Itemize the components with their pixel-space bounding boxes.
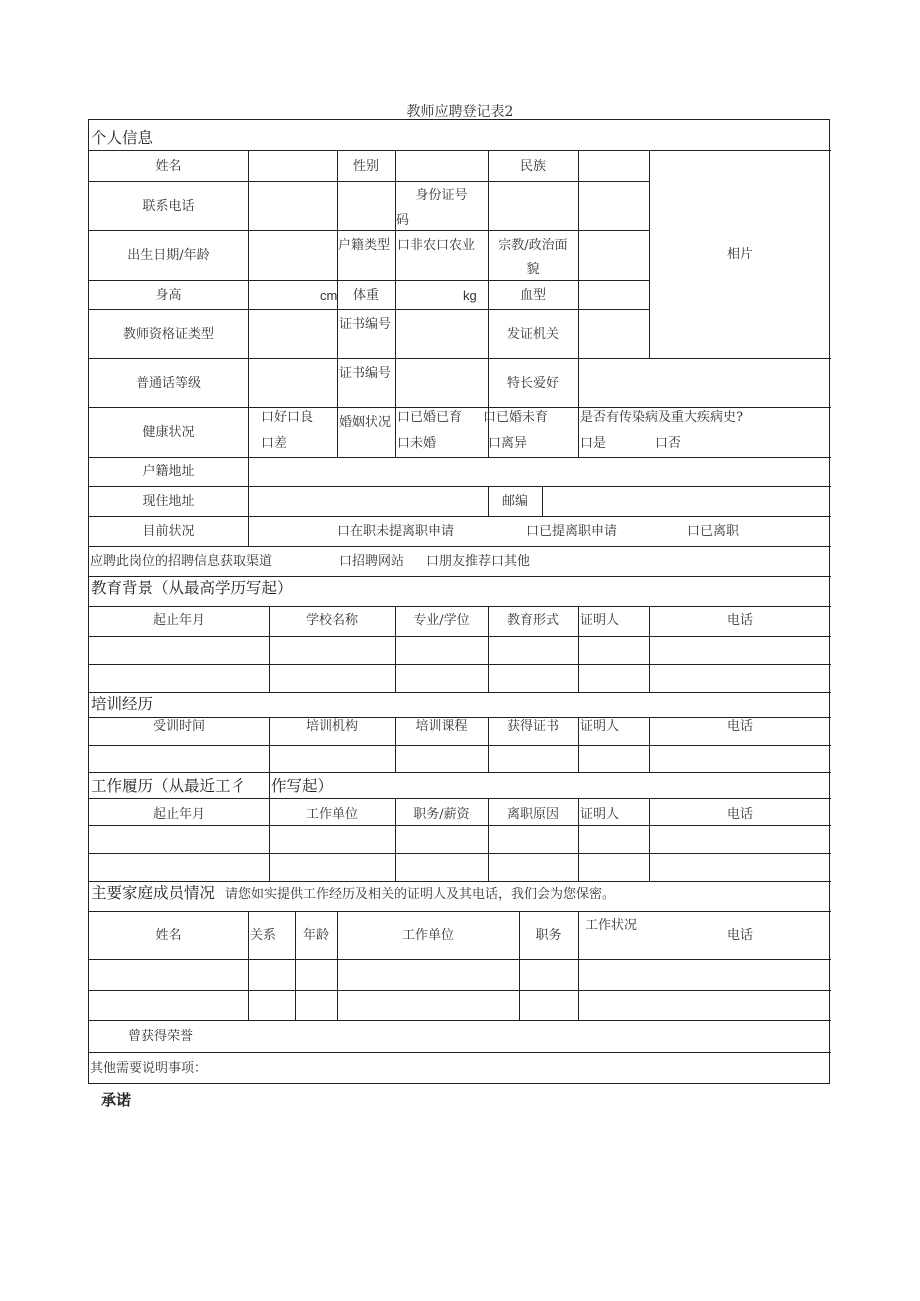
work-cell[interactable]	[489, 854, 578, 880]
section-heading-training: 培训经历	[91, 695, 154, 713]
education-cell[interactable]	[489, 666, 578, 692]
education-cell[interactable]	[579, 638, 649, 664]
gender-field[interactable]	[396, 151, 488, 181]
work-cell[interactable]	[579, 854, 649, 880]
work-cell[interactable]	[650, 854, 831, 880]
family-cell[interactable]	[90, 991, 248, 1019]
disease-yes: 口是	[580, 436, 607, 451]
grid-line-h	[89, 692, 831, 693]
family-col-6: 电话	[726, 928, 753, 943]
work-cell[interactable]	[396, 826, 488, 852]
health-option-poor: 口差	[261, 436, 288, 451]
label-weight: 体重	[352, 288, 379, 303]
family-cell[interactable]	[296, 991, 337, 1019]
hukou-type-options: 口非农口农业	[397, 238, 476, 253]
marital-divorced: 口离异	[488, 436, 528, 451]
grid-line-h	[89, 516, 831, 517]
label-religion-cont: 貌	[526, 262, 540, 277]
education-cell[interactable]	[579, 666, 649, 692]
family-cell[interactable]	[90, 960, 248, 988]
family-col-4: 职务	[535, 928, 562, 943]
work-col-4: 证明人	[580, 807, 620, 822]
label-ethnicity: 民族	[519, 159, 546, 174]
work-col-3: 离职原因	[506, 807, 559, 822]
family-cell[interactable]	[249, 991, 295, 1019]
form-title: 教师应聘登记表2	[406, 104, 514, 120]
education-cell[interactable]	[90, 638, 269, 664]
work-cell[interactable]	[579, 826, 649, 852]
label-id-number-cont: 码	[396, 213, 410, 228]
other-notes-field[interactable]	[221, 1053, 831, 1083]
education-col-5: 电话	[726, 613, 753, 628]
grid-line-h	[89, 911, 831, 912]
education-cell[interactable]	[396, 666, 488, 692]
family-col-0: 姓名	[155, 928, 182, 943]
mandarin-field[interactable]	[249, 359, 337, 407]
work-cell[interactable]	[90, 854, 269, 880]
phone-field[interactable]	[249, 182, 395, 230]
training-col-5: 电话	[726, 719, 753, 734]
work-cell[interactable]	[90, 826, 269, 852]
work-col-1: 工作单位	[305, 807, 358, 822]
grid-line-h	[89, 576, 831, 577]
label-cert-type: 教师资格证类型	[122, 327, 214, 342]
grid-line-h	[89, 664, 831, 665]
label-id-number: 身份证号	[415, 188, 468, 203]
education-cell[interactable]	[270, 666, 395, 692]
training-cell[interactable]	[650, 746, 831, 771]
education-col-2: 专业/学位	[413, 613, 470, 628]
family-cell[interactable]	[650, 960, 831, 988]
status-employed: 口在职未提离职申请	[337, 524, 455, 539]
section-heading-work-cont: 作写起）	[271, 777, 334, 795]
weight-unit: kg	[463, 288, 477, 303]
health-options: 口好口良	[261, 410, 314, 425]
status-resigning: 口已提离职申请	[526, 524, 618, 539]
grid-line-h	[89, 636, 831, 637]
label-other-notes: 其他需要说明事项：	[90, 1061, 208, 1076]
birth-field[interactable]	[249, 231, 337, 280]
label-mandarin: 普通话等级	[135, 376, 201, 391]
label-status: 目前状况	[142, 524, 195, 539]
label-marital: 婚姻状况	[339, 415, 392, 430]
work-cell[interactable]	[489, 826, 578, 852]
education-col-3: 教育形式	[506, 613, 559, 628]
grid-line-h	[89, 772, 831, 773]
work-cell[interactable]	[396, 854, 488, 880]
work-cell[interactable]	[270, 826, 395, 852]
training-col-1: 培训机构	[305, 719, 358, 734]
hukou-address-field[interactable]	[249, 458, 831, 486]
education-col-1: 学校名称	[305, 613, 358, 628]
height-unit: cm	[320, 288, 338, 303]
family-col-3: 工作单位	[401, 928, 454, 943]
name-field[interactable]	[249, 151, 337, 181]
label-channel: 应聘此岗位的招聘信息获取渠道	[90, 554, 273, 569]
channel-referral: 口朋友推荐口其他	[426, 554, 531, 569]
section-heading-personal: 个人信息	[91, 129, 154, 147]
cert-number-field[interactable]	[396, 310, 488, 358]
label-name: 姓名	[155, 159, 182, 174]
education-cell[interactable]	[270, 638, 395, 664]
marital-married-no-children: 口已婚未育	[483, 410, 549, 425]
grid-line-h	[89, 606, 831, 607]
section-heading-work: 工作履历（从最近工彳	[91, 777, 247, 795]
grid-line-h	[89, 280, 649, 281]
section-heading-family: 主要家庭成员情况	[91, 884, 216, 902]
education-cell[interactable]	[489, 638, 578, 664]
grid-line-h	[89, 309, 649, 310]
label-issuer: 发证机关	[506, 327, 559, 342]
family-cell[interactable]	[296, 960, 337, 988]
training-cell[interactable]	[396, 746, 488, 771]
cert-number-2-field[interactable]	[396, 359, 488, 407]
id-number-field[interactable]	[489, 182, 649, 230]
family-note: 请您如实提供工作经历及相关的证明人及其电话，我们会为您保密。	[225, 887, 616, 902]
section-heading-education: 教育背景（从最高学历写起）	[91, 579, 293, 597]
label-blood-type: 血型	[519, 288, 546, 303]
education-cell[interactable]	[396, 638, 488, 664]
cert-type-field[interactable]	[249, 310, 337, 358]
label-gender: 性别	[352, 159, 379, 174]
grid-line-h	[89, 881, 831, 882]
registration-form	[88, 119, 830, 1084]
education-col-0: 起止年月	[152, 613, 205, 628]
grid-line-v	[578, 911, 579, 1020]
training-col-2: 培训课程	[415, 719, 468, 734]
hobby-field[interactable]	[579, 359, 831, 407]
family-cell[interactable]	[249, 960, 295, 988]
grid-line-h	[89, 717, 831, 718]
education-cell[interactable]	[650, 666, 831, 692]
weight-field[interactable]	[396, 281, 462, 309]
training-cell[interactable]	[270, 746, 395, 771]
family-cell[interactable]	[520, 991, 578, 1019]
work-col-0: 起止年月	[152, 807, 205, 822]
promise-label: 承诺	[101, 1092, 132, 1109]
training-col-0: 受训时间	[152, 719, 205, 734]
postcode-field[interactable]	[543, 487, 831, 516]
label-religion: 宗教/政治面	[498, 238, 568, 253]
label-hukou-type: 户籍类型	[338, 238, 391, 253]
blood-field[interactable]	[579, 281, 649, 309]
marital-married-children: 口已婚已育	[397, 410, 463, 425]
disease-no: 口否	[655, 436, 682, 451]
grid-line-h	[89, 546, 831, 547]
current-address-field[interactable]	[249, 487, 488, 516]
label-disease-history: 是否有传染病及重大疾病史?	[580, 410, 743, 425]
family-col-2: 年龄	[302, 928, 329, 943]
training-col-3: 获得证书	[506, 719, 559, 734]
label-phone: 联系电话	[142, 199, 195, 214]
education-col-4: 证明人	[580, 613, 620, 628]
label-cert-number: 证书编号	[339, 317, 392, 332]
label-honors: 曾获得荣誉	[128, 1029, 194, 1044]
height-field[interactable]	[249, 281, 319, 309]
label-photo: 相片	[726, 247, 753, 262]
ethnicity-field[interactable]	[579, 151, 649, 181]
training-cell[interactable]	[90, 746, 269, 771]
training-cell[interactable]	[579, 746, 649, 771]
training-cell[interactable]	[489, 746, 578, 771]
label-postcode: 邮编	[501, 494, 528, 509]
grid-line-h	[89, 230, 649, 231]
religion-field[interactable]	[579, 231, 649, 280]
honors-field[interactable]	[221, 1021, 831, 1051]
label-cert-number-2: 证书编号	[339, 366, 392, 381]
grid-line-h	[89, 798, 831, 799]
education-cell[interactable]	[90, 666, 269, 692]
grid-line-v	[269, 772, 270, 798]
label-height: 身高	[155, 288, 182, 303]
work-cell[interactable]	[270, 854, 395, 880]
grid-line-h	[89, 407, 831, 408]
education-cell[interactable]	[650, 638, 831, 664]
family-cell[interactable]	[650, 991, 831, 1019]
channel-website: 口招聘网站	[339, 554, 405, 569]
family-cell[interactable]	[338, 960, 519, 988]
work-col-2: 职务/薪资	[413, 807, 470, 822]
label-hobby: 特长爱好	[506, 376, 559, 391]
family-col-1: 关系	[250, 928, 277, 943]
status-left: 口已离职	[687, 524, 740, 539]
label-current-address: 现住地址	[142, 494, 195, 509]
family-cell[interactable]	[338, 991, 519, 1019]
issuer-field[interactable]	[579, 310, 831, 358]
family-col-5: 工作状况	[585, 918, 638, 933]
label-birth: 出生日期/年龄	[127, 248, 210, 263]
work-cell[interactable]	[650, 826, 831, 852]
label-hukou-address: 户籍地址	[142, 464, 195, 479]
training-col-4: 证明人	[580, 719, 620, 734]
label-health: 健康状况	[142, 425, 195, 440]
work-col-5: 电话	[726, 807, 753, 822]
family-cell[interactable]	[520, 960, 578, 988]
marital-single: 口未婚	[397, 436, 437, 451]
